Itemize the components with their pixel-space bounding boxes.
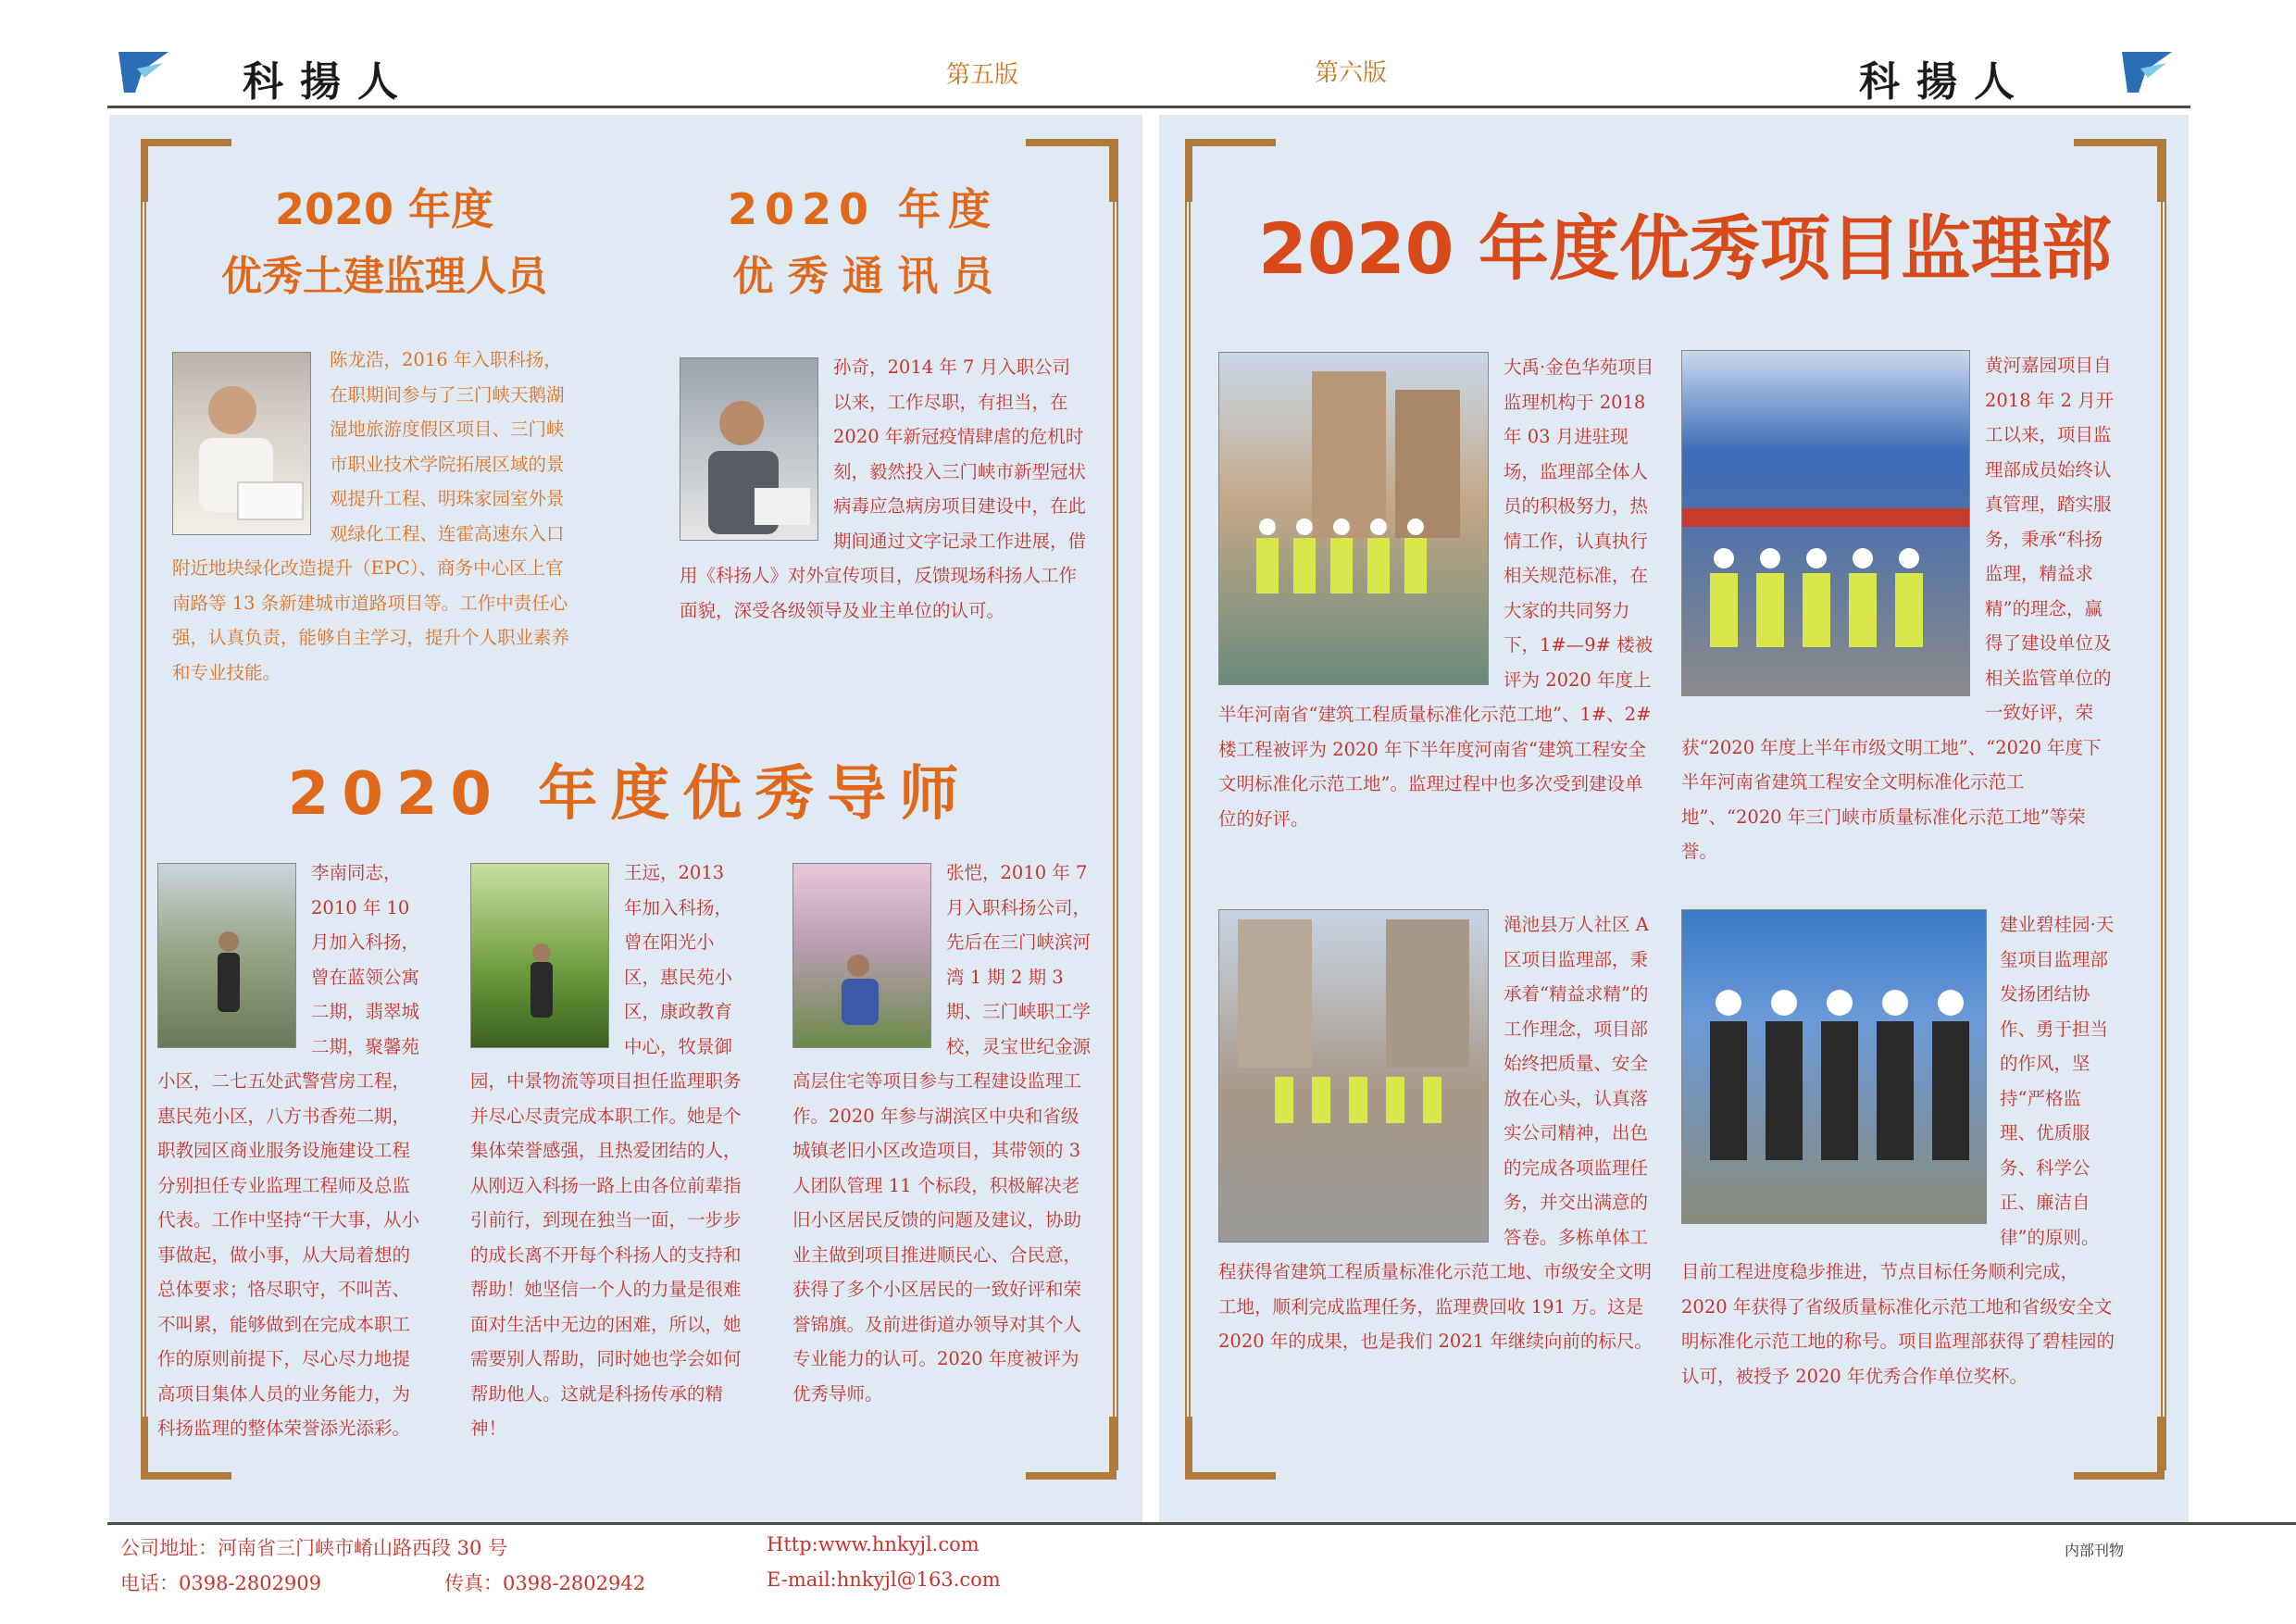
mentor1-text: 李南同志，2010 年 10 月加入科扬，曾在蓝领公寓二期，翡翠城二期，聚馨苑小区，二七五处武警营房工程，惠民苑小区，八方书香苑二期，职教园区商业服务设施建设工程分别担任专业监理工程师及总监代表。工作中坚持“干大事，从小事做起，做小事，从大局着想的总体要求；恪尽职守，不叫苦、不叫累，能够做到在完成本职工作的原则前提下，尽心尽力地提高项目集体人员的业务能力，为科扬监理的整体荣誉添光添彩。 bbox=[157, 856, 428, 1446]
section2-title-year: 2020 年度 bbox=[727, 184, 999, 234]
right-page-title: 2020 年度优秀项目监理部 bbox=[1258, 207, 2112, 290]
frame-corner bbox=[1185, 1417, 1276, 1480]
dept2-text: 黄河嘉园项目自 2018 年 2 月开工以来，项目监理部成员始终认真管理，踏实服务，秉承“科扬监理，精益求精”的理念，赢得了建设单位及相关监管单位的一致好评，荣获“2020 年度上半年市级文明工地”、“2020 年度下半年河南省建筑工程安全文明标准化示范工地”、“2020 年三门峡市质量标准化示范工地”等荣誉。 bbox=[1681, 348, 2116, 869]
footer-email[interactable]: E-mail:hnkyjl@163.com bbox=[767, 1568, 1001, 1591]
section1-title: 优秀土建监理人员 bbox=[221, 253, 547, 300]
dept1-text: 大禹·金色华苑项目监理机构于 2018 年 03 月进驻现场，监理部全体人员的积极努力，热情工作，认真执行相关规范标准，在大家的共同努力下，1#—9# 楼被评为 2020 年度上半年河南省“建筑工程质量标准化示范工地”、1#、2# 楼工程被评为 2020 年下半年度河南省“建筑工程安全文明标准化示范工地”。监理过程中也多次受到建设单位的好评。 bbox=[1218, 350, 1659, 836]
section1-text: 陈龙浩，2016 年入职科扬，在职期间参与了三门峡天鹅湖湿地旅游度假区项目、三门峡市职业技术学院拓展区域的景观提升工程、明珠家园室外景观绿化工程、连霍高速东入口附近地块绿化改造提升（EPC）、商务中心区上官南路等 13 条新建城市道路项目等。工作中责任心强，认真负责，能够自主学习，提升个人职业素养和专业技能。 bbox=[172, 343, 574, 690]
footer-phone: 电话：0398-2802909 bbox=[120, 1572, 322, 1594]
edition-right: 第六版 bbox=[1315, 59, 1388, 87]
header-rule bbox=[107, 106, 2190, 108]
logo-right-icon bbox=[2118, 48, 2176, 96]
text-wrap-spacer bbox=[1681, 907, 2000, 1233]
mentor2-text: 王远，2013 年加入科扬，曾在阳光小区，惠民苑小区，康政教育中心，牧景御园，中景物流等项目担任监理职务并尽心尽责完成本职工作。她是个集体荣誉感强，且热爱团结的人，从刚迈入科扬一路上由各位前辈指引前行，到现在独当一面，一步步的成长离不开每个科扬人的支持和帮助！她坚信一个人的力量是很难面对生活中无边的困难，所以，她需要别人帮助，同时她也学会如何帮助他人。这就是科扬传承的精神！ bbox=[470, 856, 744, 1446]
footer-internal-label: 内部刊物 bbox=[2065, 1542, 2125, 1559]
section2-title: 优 秀 通 讯 员 bbox=[732, 253, 993, 300]
logo-left-icon bbox=[115, 48, 172, 96]
text-wrap-spacer bbox=[172, 343, 330, 533]
dept3-text: 渑池县万人社区 A 区项目监理部，秉承着“精益求精”的工作理念，项目部始终把质量、安全放在心头，认真落实公司精神，出色的完成各项监理任务，并交出满意的答卷。多栋单体工程获得省建筑工程质量标准化示范工地、市级安全文明工地，顺利完成监理任务，监理费回收 191 万。这是 2020 年的成果，也是我们 2021 年继续向前的标尺。 bbox=[1218, 907, 1659, 1359]
frame-corner bbox=[2074, 1417, 2165, 1480]
section3-title: 2020 年度优秀导师 bbox=[287, 760, 972, 829]
text-wrap-spacer bbox=[1218, 350, 1504, 694]
text-wrap-spacer bbox=[157, 856, 311, 1052]
masthead-right: 科揚人 bbox=[1859, 58, 2031, 106]
masthead-left: 科揚人 bbox=[243, 58, 415, 106]
dept4-text: 建业碧桂园·天玺项目监理部发扬团结协作、勇于担当的作风，坚持“严格监理、优质服务、科学公正、廉洁自律”的原则。目前工程进度稳步推进，节点目标任务顺利完成，2020 年获得了省级质量标准化示范工地和省级安全文明标准化示范工地的称号。项目监理部获得了碧桂园的认可，被授予 2020 年优秀合作单位奖杯。 bbox=[1681, 907, 2116, 1393]
footer-address: 公司地址：河南省三门峡市崤山路西段 30 号 bbox=[120, 1537, 508, 1559]
footer-website[interactable]: Http:www.hnkyjl.com bbox=[767, 1533, 980, 1555]
text-wrap-spacer bbox=[1681, 348, 1985, 704]
text-wrap-spacer bbox=[470, 856, 624, 1052]
frame-corner bbox=[1026, 1417, 1117, 1480]
footer-fax: 传真：0398-2802942 bbox=[444, 1572, 646, 1594]
text-wrap-spacer bbox=[680, 350, 833, 541]
footer-rule bbox=[107, 1522, 2296, 1525]
section2-text: 孙奇，2014 年 7 月入职公司以来，工作尽职，有担当，在 2020 年新冠疫情肆虐的危机时刻，毅然投入三门峡市新型冠状病毒应急病房项目建设中，在此期间通过文字记录工作进展，借用《科扬人》对外宣传项目，反馈现场科扬人工作面貌，深受各级领导及业主单位的认可。 bbox=[680, 350, 1087, 628]
text-wrap-spacer bbox=[792, 856, 946, 1052]
mentor3-text: 张恺，2010 年 7 月入职科扬公司，先后在三门峡滨河湾 1 期 2 期 3 期、三门峡职工学校，灵宝世纪金源高层住宅等项目参与工程建设监理工作。2020 年参与湖滨区中央和省级城镇老旧小区改造项目，其带领的 3 人团队管理 11 个标段，积极解决老旧小区居民反馈的问题及建议，协助业主做到项目推进顺民心、合民意，获得了多个小区居民的一致好评和荣誉锦旗。及前进街道办领导对其个人专业能力的认可。2020 年度被评为优秀导师。 bbox=[792, 856, 1094, 1411]
section1-title-year: 2020 年度 bbox=[274, 184, 494, 234]
text-wrap-spacer bbox=[1218, 907, 1504, 1252]
edition-left: 第五版 bbox=[946, 61, 1019, 89]
